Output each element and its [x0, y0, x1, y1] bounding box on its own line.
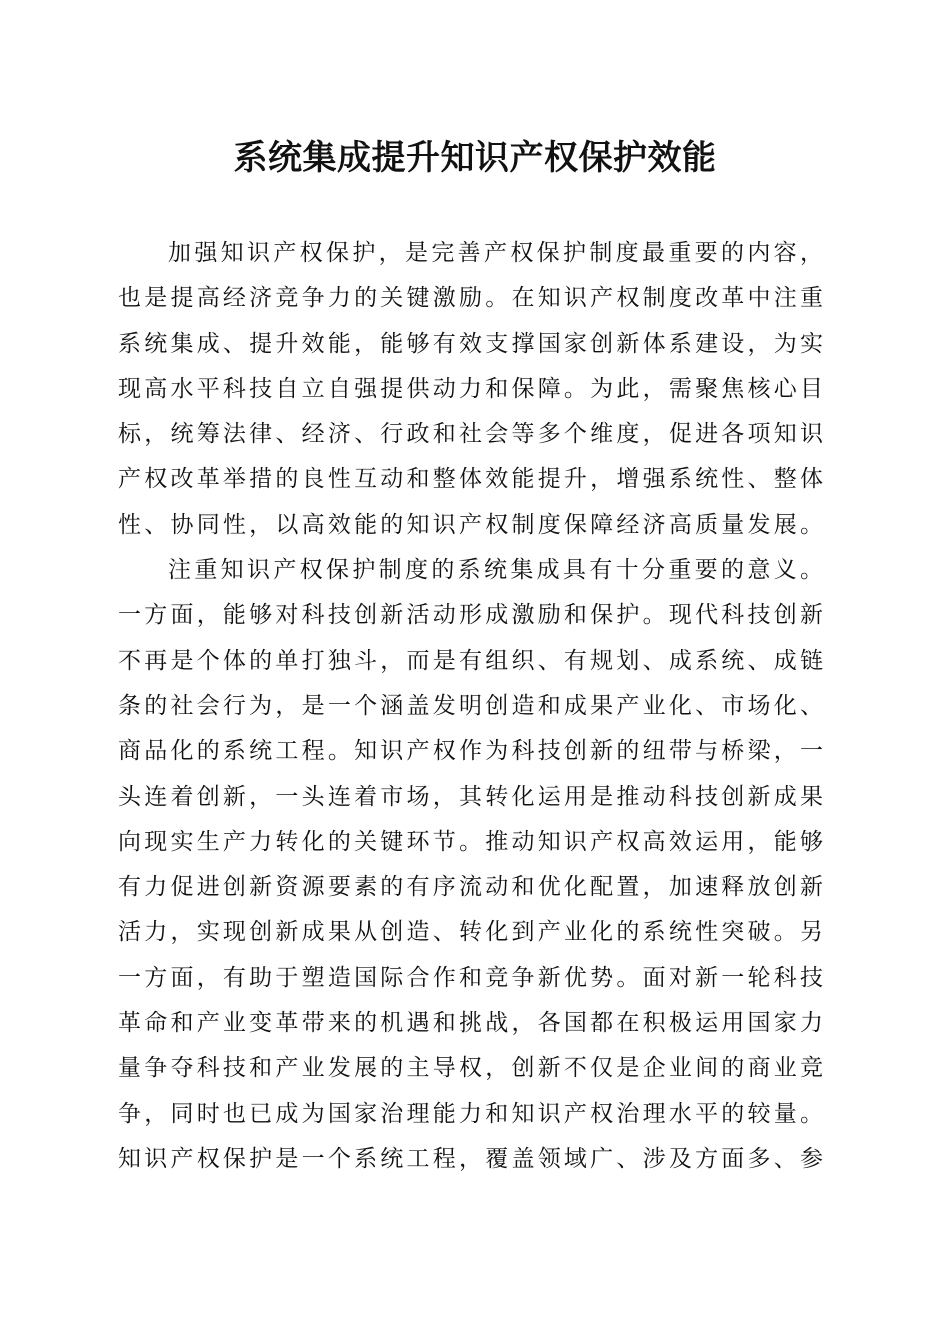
text-line: 注重知识产权保护制度的系统集成具有十分重要的意义。 — [168, 557, 823, 584]
text-line: 革命和产业变革带来的机遇和挑战，各国都在积极运用国家力 — [118, 1010, 823, 1037]
text-line: 也是提高经济竞争力的关键激励。在知识产权制度改革中注重 — [118, 285, 823, 312]
text-line: 头连着创新，一头连着市场，其转化运用是推动科技创新成果 — [118, 783, 823, 810]
text-line: 有力促进创新资源要素的有序流动和优化配置，加速释放创新 — [118, 874, 823, 901]
text-line: 条的社会行为，是一个涵盖发明创造和成果产业化、市场化、 — [118, 692, 823, 719]
text-line: 争，同时也已成为国家治理能力和知识产权治理水平的较量。 — [118, 1100, 823, 1127]
text-line: 商品化的系统工程。知识产权作为科技创新的纽带与桥梁，一 — [118, 738, 823, 765]
text-line: 向现实生产力转化的关键环节。推动知识产权高效运用，能够 — [118, 828, 823, 855]
text-line: 一方面，有助于塑造国际合作和竞争新优势。面对新一轮科技 — [118, 964, 823, 991]
text-line: 标，统筹法律、经济、行政和社会等多个维度，促进各项知识 — [118, 421, 823, 448]
text-line: 一方面，能够对科技创新活动形成激励和保护。现代科技创新 — [118, 602, 823, 629]
text-line: 现高水平科技自立自强提供动力和保障。为此，需聚焦核心目 — [118, 375, 823, 402]
text-line: 产权改革举措的良性互动和整体效能提升，增强系统性、整体 — [118, 466, 823, 493]
text-line: 性、协同性，以高效能的知识产权制度保障经济高质量发展。 — [118, 511, 823, 538]
text-line: 不再是个体的单打独斗，而是有组织、有规划、成系统、成链 — [118, 647, 823, 674]
text-line: 系统集成、提升效能，能够有效支撑国家创新体系建设，为实 — [118, 330, 823, 357]
text-line: 量争夺科技和产业发展的主导权，创新不仅是企业间的商业竞 — [118, 1055, 823, 1082]
text-line: 加强知识产权保护，是完善产权保护制度最重要的内容， — [168, 240, 823, 266]
text-line: 知识产权保护是一个系统工程，覆盖领域广、涉及方面多、参 — [118, 1145, 823, 1172]
document-title: 系统集成提升知识产权保护效能 — [233, 138, 717, 178]
document-body — [118, 231, 823, 1182]
text-line: 活力，实现创新成果从创造、转化到产业化的系统性突破。另 — [118, 919, 823, 946]
